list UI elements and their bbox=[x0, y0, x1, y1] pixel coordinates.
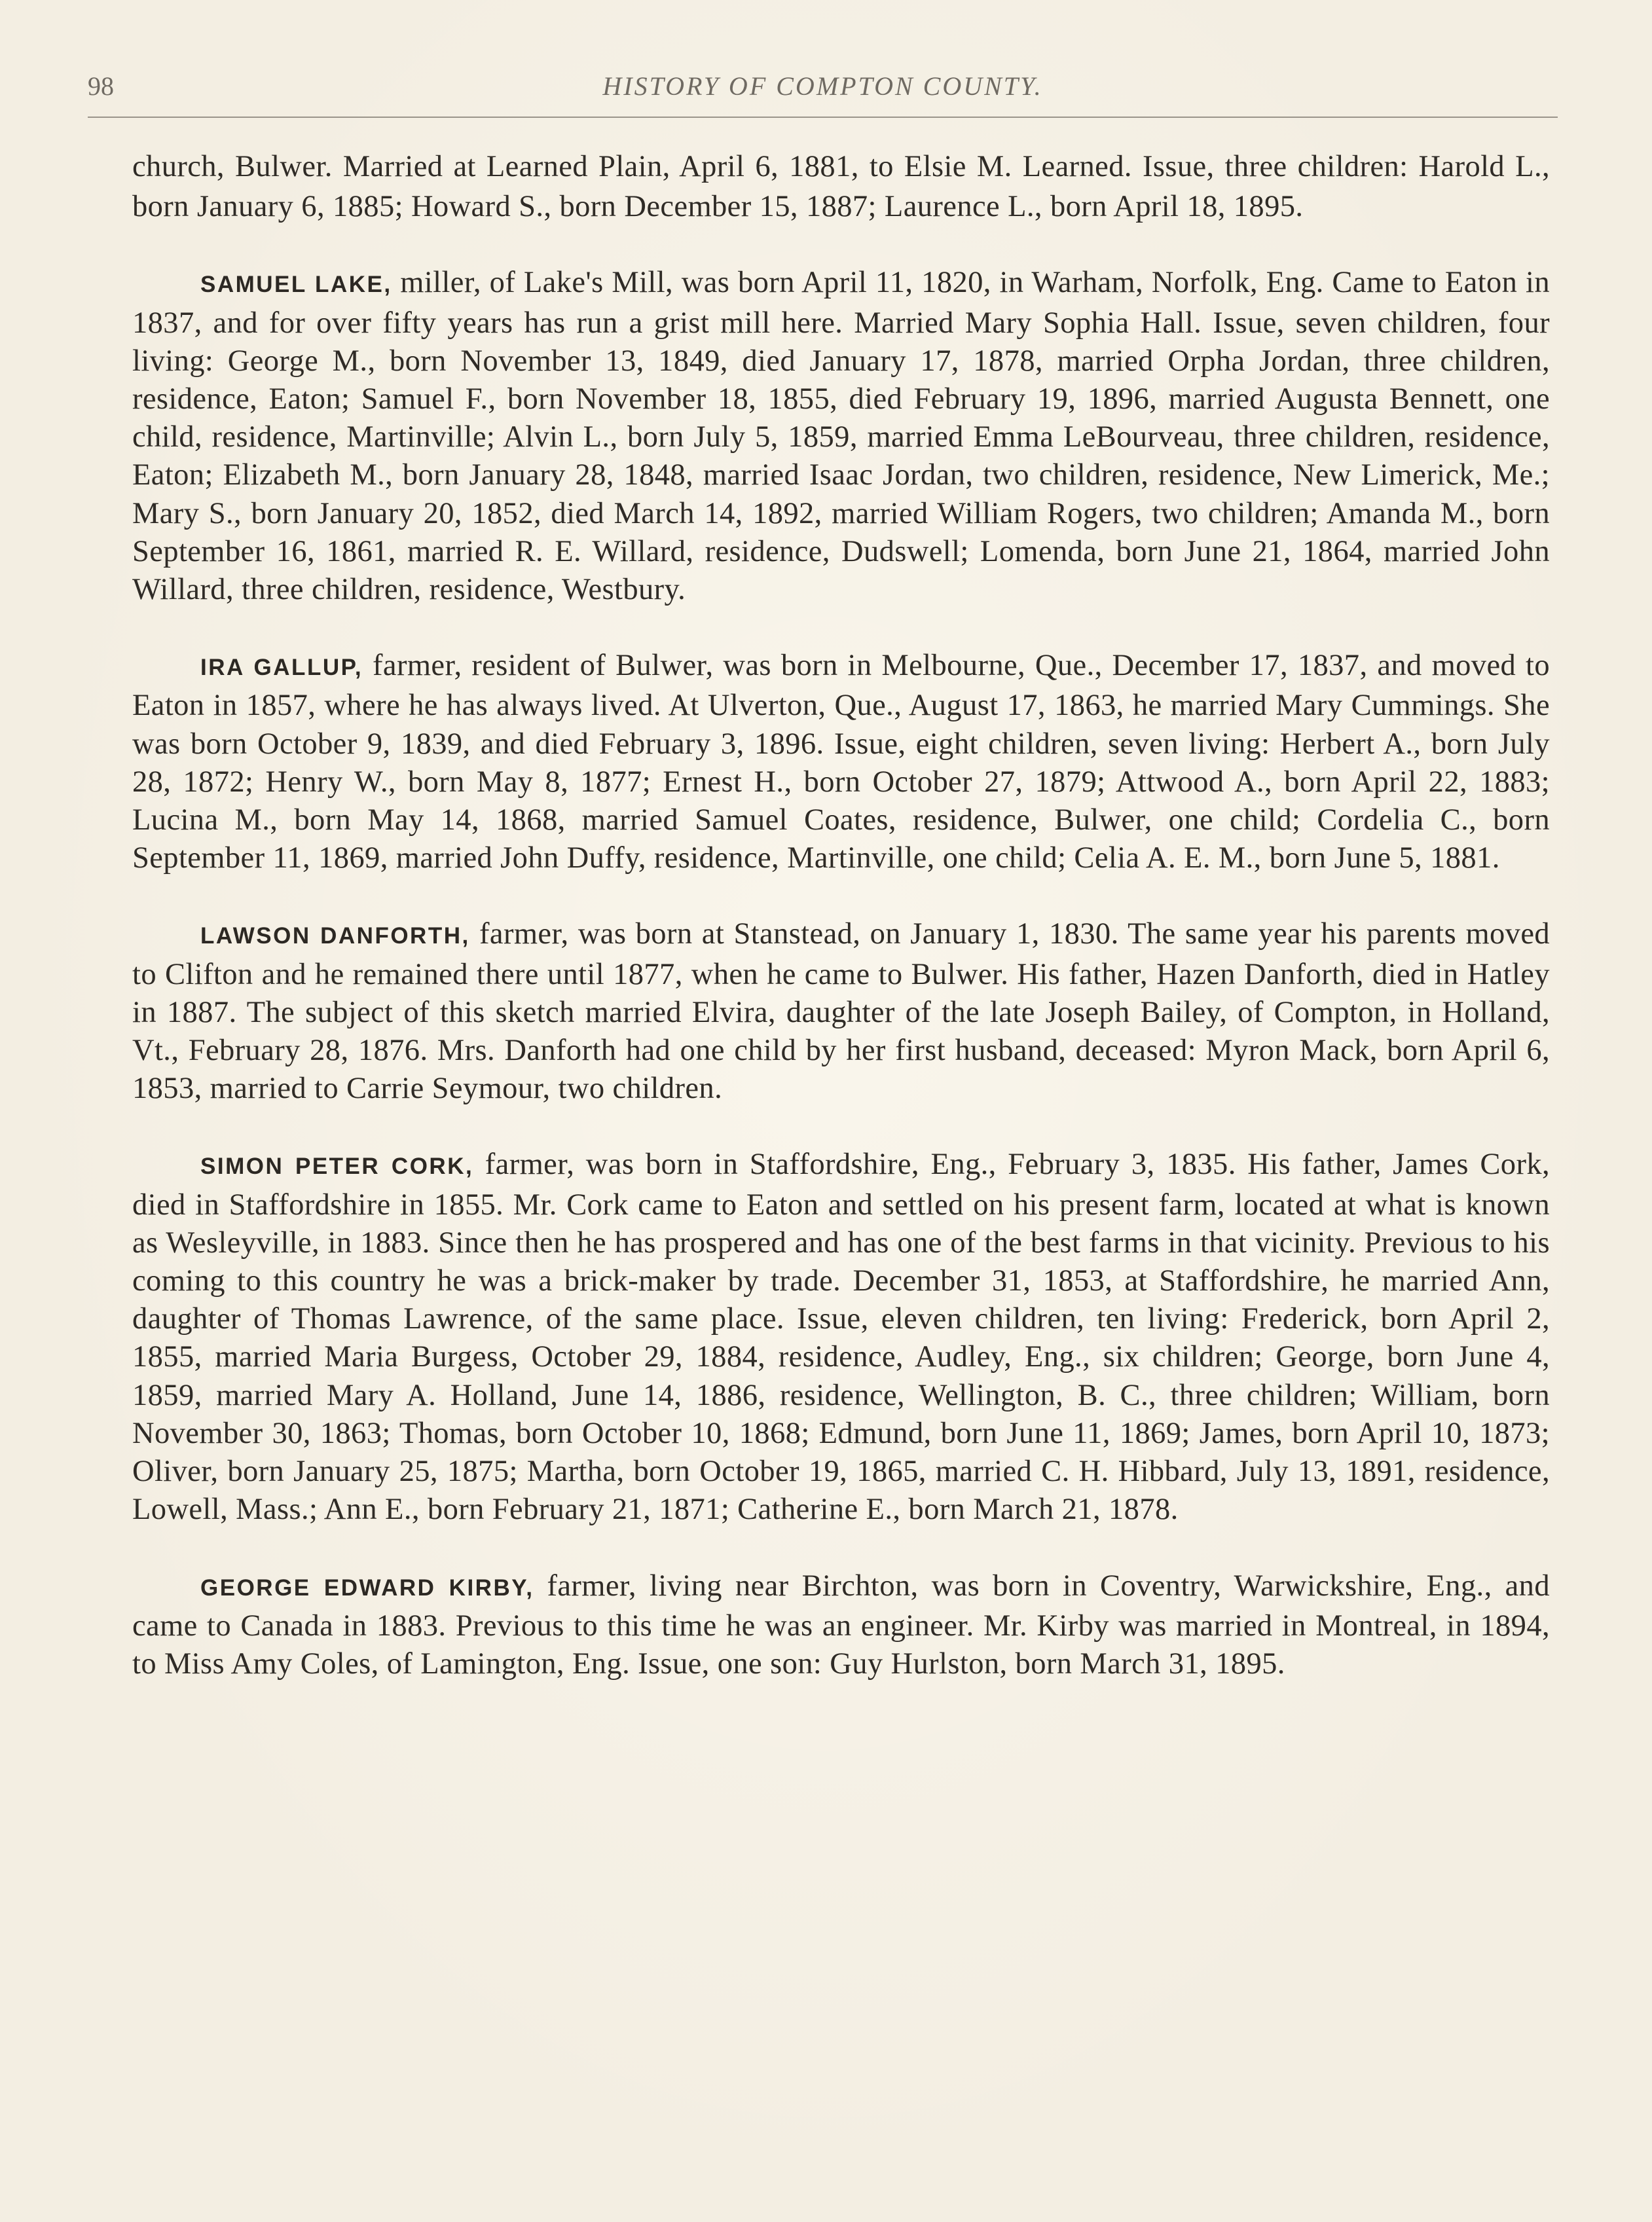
entry-name: SAMUEL LAKE, bbox=[200, 272, 392, 298]
entry-simon-peter-cork bbox=[132, 1146, 1550, 1529]
entry-text: farmer, living near Birchton, was born in Coventry, Warwickshire, Eng., and came to Canada in 1883. Previous to this time he was an engineer. Mr. Kirby was married in Montreal, in 1894, to Miss Amy Coles, of Lamington, Eng. Issue, one son: Guy Hurlston, born March 31, 1895. bbox=[132, 1569, 1550, 1681]
entry-samuel-lake bbox=[132, 264, 1550, 609]
header-rule bbox=[88, 117, 1558, 118]
entry-lawson-danforth bbox=[132, 915, 1550, 1108]
entry-name: GEORGE EDWARD KIRBY, bbox=[200, 1575, 534, 1601]
entry-text: farmer, was born at Stanstead, on January 1, 1830. The same year his parents moved to Clifton and he remained there until 1877, when he came to Bulwer. His father, Hazen Danforth, died in Hatley in 1887. The subject of this sketch married Elvira, daughter of the late Joseph Bailey, of Compton, in Holland, Vt., February 28, 1876. Mrs. Danforth had one child by her first husband, deceased: Myron Mack, born April 6, 1853, married to Carrie Seymour, two children. bbox=[132, 917, 1551, 1106]
entry-george-edward-kirby bbox=[132, 1567, 1550, 1684]
entry-name: LAWSON DANFORTH, bbox=[200, 923, 470, 949]
entry-text: farmer, resident of Bulwer, was born in Melbourne, Que., December 17, 1837, and moved to Eaton in 1857, where he has always lived. At Ulverton, Que., August 17, 1863, he married Mary Cummings. She was born October 9, 1839, and died February 3, 1896. Issue, eight children, seven living: Herbert A., born July 28, 1872; Henry W., born May 8, 1877; Ernest H., born October 27, 1879; Attwood A., born April 22, 1883; Lucina M., born May 14, 1868, married Samuel Coates, residence, Bulwer, one child; Cordelia C., born September 11, 1869, married John Duffy, residence, Martinville, one child; Celia A. E. M., born June 5, 1881. bbox=[132, 649, 1550, 875]
page-header bbox=[88, 65, 1558, 105]
entry-text: farmer, was born in Staffordshire, Eng., February 3, 1835. His father, James Cork, died in Staffordshire in 1855. Mr. Cork came to Eaton and settled on his present farm, located at what is known as Wesleyville, in 1883. Since then he has prospered and has one of the best farms in that vicinity. Previous to his coming to this country he was a brick-maker by trade. December 31, 1853, at Staffordshire, he married Ann, daughter of Thomas Lawrence, of the same place. Issue, eleven children, ten living: Frederick, born April 2, 1855, married Maria Burgess, October 29, 1884, residence, Audley, Eng., six children; George, born June 4, 1859, married Mary A. Holland, June 14, 1886, residence, Wellington, B. C., three children; William, born November 30, 1863; Thomas, born October 10, 1868; Edmund, born June 11, 1869; James, born April 10, 1873; Oliver, born January 25, 1875; Martha, born October 19, 1865, married C. H. Hibbard, July 13, 1891, residence, Lowell, Mass.; Ann E., born February 21, 1871; Catherine E., born March 21, 1878. bbox=[132, 1148, 1551, 1527]
paragraph-continuation bbox=[132, 148, 1550, 226]
entry-name: IRA GALLUP, bbox=[200, 655, 363, 681]
entry-name: SIMON PETER CORK, bbox=[200, 1154, 474, 1180]
entry-text: church, Bulwer. Married at Learned Plain, April 6, 1881, to Elsie M. Learned. Issue, three children: Harold L., born January 6, 1885; Howard S., born December 15, 1887; Laurence L., born April 18, 1895. bbox=[132, 150, 1550, 224]
page-number: 98 bbox=[88, 71, 114, 101]
entry-ira-gallup bbox=[132, 647, 1550, 877]
page-body bbox=[132, 148, 1550, 1721]
entry-text: miller, of Lake's Mill, was born April 11, 1820, in Warham, Norfolk, Eng. Came to Eaton in 1837, and for over fifty years has run a grist mill here. Married Mary Sophia Hall. Issue, seven children, four living: George M., born November 13, 1849, died January 17, 1878, married Orpha Jordan, three children, residence, Eaton; Samuel F., born November 18, 1855, died February 19, 1896, married Augusta Bennett, one child, residence, Martinville; Alvin L., born July 5, 1859, married Emma LeBourveau, three children, residence, Eaton; Elizabeth M., born January 28, 1848, married Isaac Jordan, two children, residence, New Limerick, Me.; Mary S., born January 20, 1852, died March 14, 1892, married William Rogers, two children; Amanda M., born September 16, 1861, married R. E. Willard, residence, Dudswell; Lomenda, born June 21, 1864, married John Willard, three children, residence, Westbury. bbox=[132, 266, 1550, 607]
running-title: HISTORY OF COMPTON COUNTY. bbox=[602, 71, 1043, 101]
